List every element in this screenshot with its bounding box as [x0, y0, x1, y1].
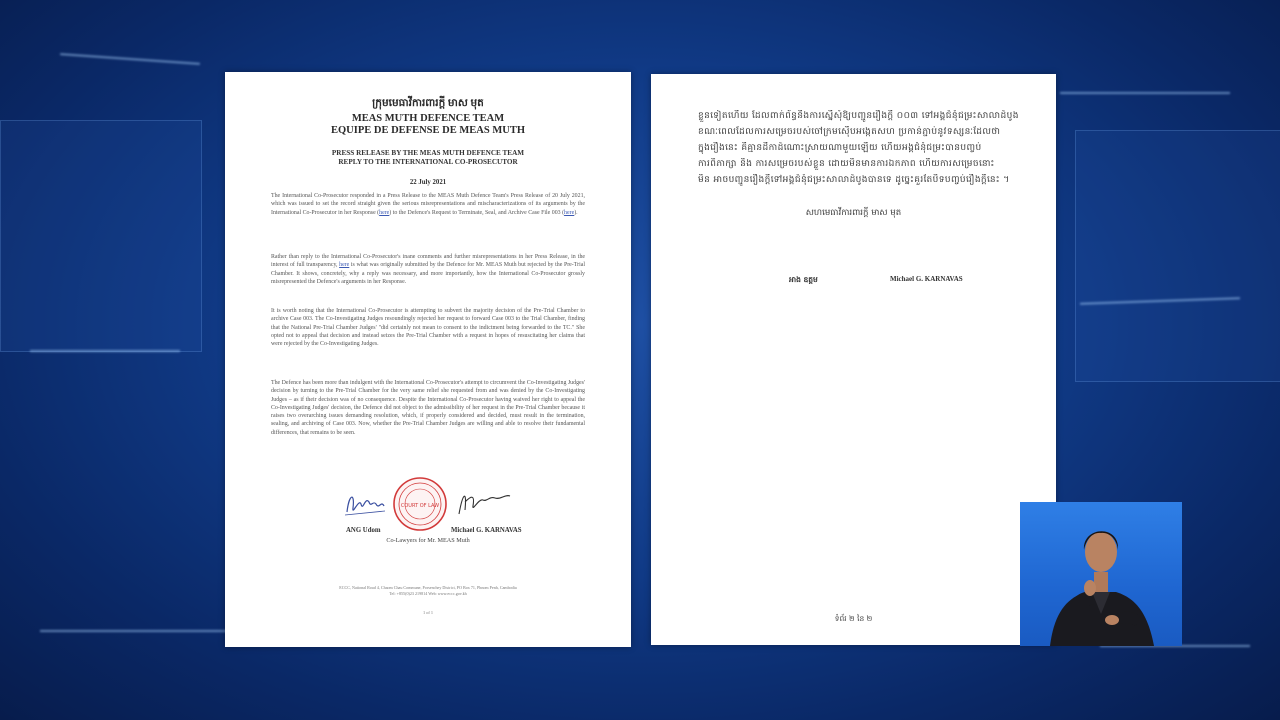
sign-language-interpreter-video	[1020, 502, 1182, 646]
footer-line-2: Tel: +855(0)23 219814 Web: www.eccc.gov.kh	[389, 591, 467, 596]
signatory-1-name-khmer: អាង ឧត្តម	[789, 275, 818, 284]
background-panel-left	[0, 120, 202, 352]
khmer-text-line: ក្នុងរឿងនេះ គឺគ្មានដីកាដំណោះស្រាយណាមួយឡើយ ហើយអង្គជំនុំជម្រះបានបញ្ចប់	[698, 143, 982, 153]
paragraph-2-text-b: is what was originally submitted by the Defence for Mr. MEAS Muth but rejected by the Pre-Trial Chamber. It shows, concretely, why a reply was necessary, and more importantly, how the International Co-Prosecutor grossly misrepresented the Defence's arguments in her Response.	[271, 262, 585, 285]
paragraph-1-text-c: ).	[574, 209, 578, 216]
background-streak	[60, 53, 200, 65]
submission-link[interactable]: here	[339, 262, 350, 269]
team-name-english: MEAS MUTH DEFENCE TEAM	[351, 113, 505, 124]
interpreter-figure	[1020, 502, 1182, 646]
khmer-team-header: ក្រុមមេធាវីការពារក្តី មាស មុត	[372, 98, 484, 109]
khmer-text-line: ខណៈពេលដែលការសម្រេចរបស់ចៅក្រមស៊ើបអង្កេតសហ ប្រកាន់ភ្ជាប់នូវទស្សនៈដែលថា	[698, 127, 1001, 137]
paragraph-1-text-a: The International Co-Prosecutor responded in a Press Release to the MEAS Muth Defence Team's Press Release of 20 July 2021, which was issued to set the record straight given the serious misrepresentations and mischaracterizations of its arguments by the International Co-Prosecutor in her Response (	[271, 193, 585, 216]
paragraph-2	[271, 253, 585, 286]
khmer-text-line: ការពិភាក្សា និង ការសម្រេចរបស់ខ្លួន ដោយមិនមានការឯកភាព ហើយការសម្រេចនោះ	[698, 159, 995, 169]
footer-line-1: ECCC, National Road 4, Chaom Chau Commune, Porsenchey District, PO Box 71, Phnom Penh, Cambodia	[339, 585, 517, 590]
page-number: 1 of 1	[422, 610, 434, 615]
response-link[interactable]: here	[379, 209, 390, 216]
page-number-khmer: ទំព័រ ២ នៃ ២	[834, 614, 873, 623]
background-streak	[40, 630, 240, 632]
press-release-date: 22 July 2021	[409, 179, 447, 186]
signatory-1-name: ANG Udom	[346, 527, 381, 534]
press-release-subtitle: REPLY TO THE INTERNATIONAL CO-PROSECUTOR	[338, 158, 518, 166]
signatory-2-name: Michael G. KARNAVAS	[890, 275, 963, 283]
paragraph-1	[271, 192, 585, 217]
khmer-text-line: ខ្លួនទៀតហើយ ដែលពាក់ព័ន្ធនឹងការស្នើសុំឱ្យបញ្ជូនរឿងក្តី ០០៣ ទៅអង្គជំនុំជម្រះសាលាដំបូង	[698, 111, 1019, 121]
paragraph-1-text-b: ) to the Defence's Request to Terminate, Seal, and Archive Case File 003 (	[389, 209, 565, 216]
paragraph-4: The Defence has been more than indulgent with the International Co-Prosecutor's attempt to circumvent the Co-Investigating Judges' decision by turning to the Pre-Trial Chamber for the very same relief she requested from and was denied by the Co-Investigating Judges – as if their decision was of no consequence. Despite the International Co-Prosecutor having waived her right to appeal the Co-Investigating Judges' decision, the Defence did not object to the admissibility of her request in the Pre-Trial Chamber because it raises two overarching issues demanding resolution, which, if properly considered and decided, must result in the termination, sealing, and archiving of Case 003. Now, whether the Pre-Trial Chamber Judges are willing and able to resolve their fundamental differences, that remains to be seen.	[271, 380, 585, 436]
background-panel-right	[1075, 130, 1280, 382]
khmer-text-line: មិន អាចបញ្ជូនរឿងក្តីទៅអង្គជំនុំជម្រះសាលាដំបូងបានទេ ដូច្នេះគួរតែបិទបញ្ចប់រឿងក្តីនេះ ។	[698, 175, 1010, 185]
paragraph-3: It is worth noting that the International Co-Prosecutor is attempting to subvert the majority decision of the Pre-Trial Chamber to archive Case 003. The Co-Investigating Judges resoundingly rejected her request to forward Case 003 to the Trial Chamber, finding that the National Pre-Trial Chamber Judges' "did certainly not mean to consent to the indictment being forwarded to the TC." She opted not to appeal that decision and instead seizes the Pre-Trial Chamber with a request in hopes of resuscitating her claims that were rejected by the Co-Investigating Judges.	[271, 308, 585, 348]
seal-text: COURT OF LAW	[400, 503, 440, 509]
karnavas-signature	[453, 486, 513, 520]
khmer-signoff: សហមេធាវីការពារក្តី មាស មុត	[805, 208, 902, 218]
paragraph-2-text-a: Rather than reply to the International Co-Prosecutor's inane comments and further misrepresentations in her Press Release, in the interest of full transparency,	[271, 254, 585, 269]
press-release-page-1	[225, 72, 631, 647]
signatory-role: Co-Lawyers for Mr. MEAS Muth	[386, 537, 470, 544]
ang-udom-signature	[343, 488, 387, 522]
signatory-2-name: Michael G. KARNAVAS	[451, 527, 522, 534]
background-streak	[30, 350, 180, 352]
footer-address	[225, 585, 631, 597]
request-link[interactable]: here	[564, 209, 575, 216]
official-seal	[392, 476, 448, 532]
background-streak	[1060, 92, 1230, 94]
press-release-page-2	[651, 74, 1056, 645]
team-name-french: EQUIPE DE DEFENSE DE MEAS MUTH	[331, 125, 525, 136]
press-release-title: PRESS RELEASE BY THE MEAS MUTH DEFENCE TEAM	[331, 149, 525, 157]
